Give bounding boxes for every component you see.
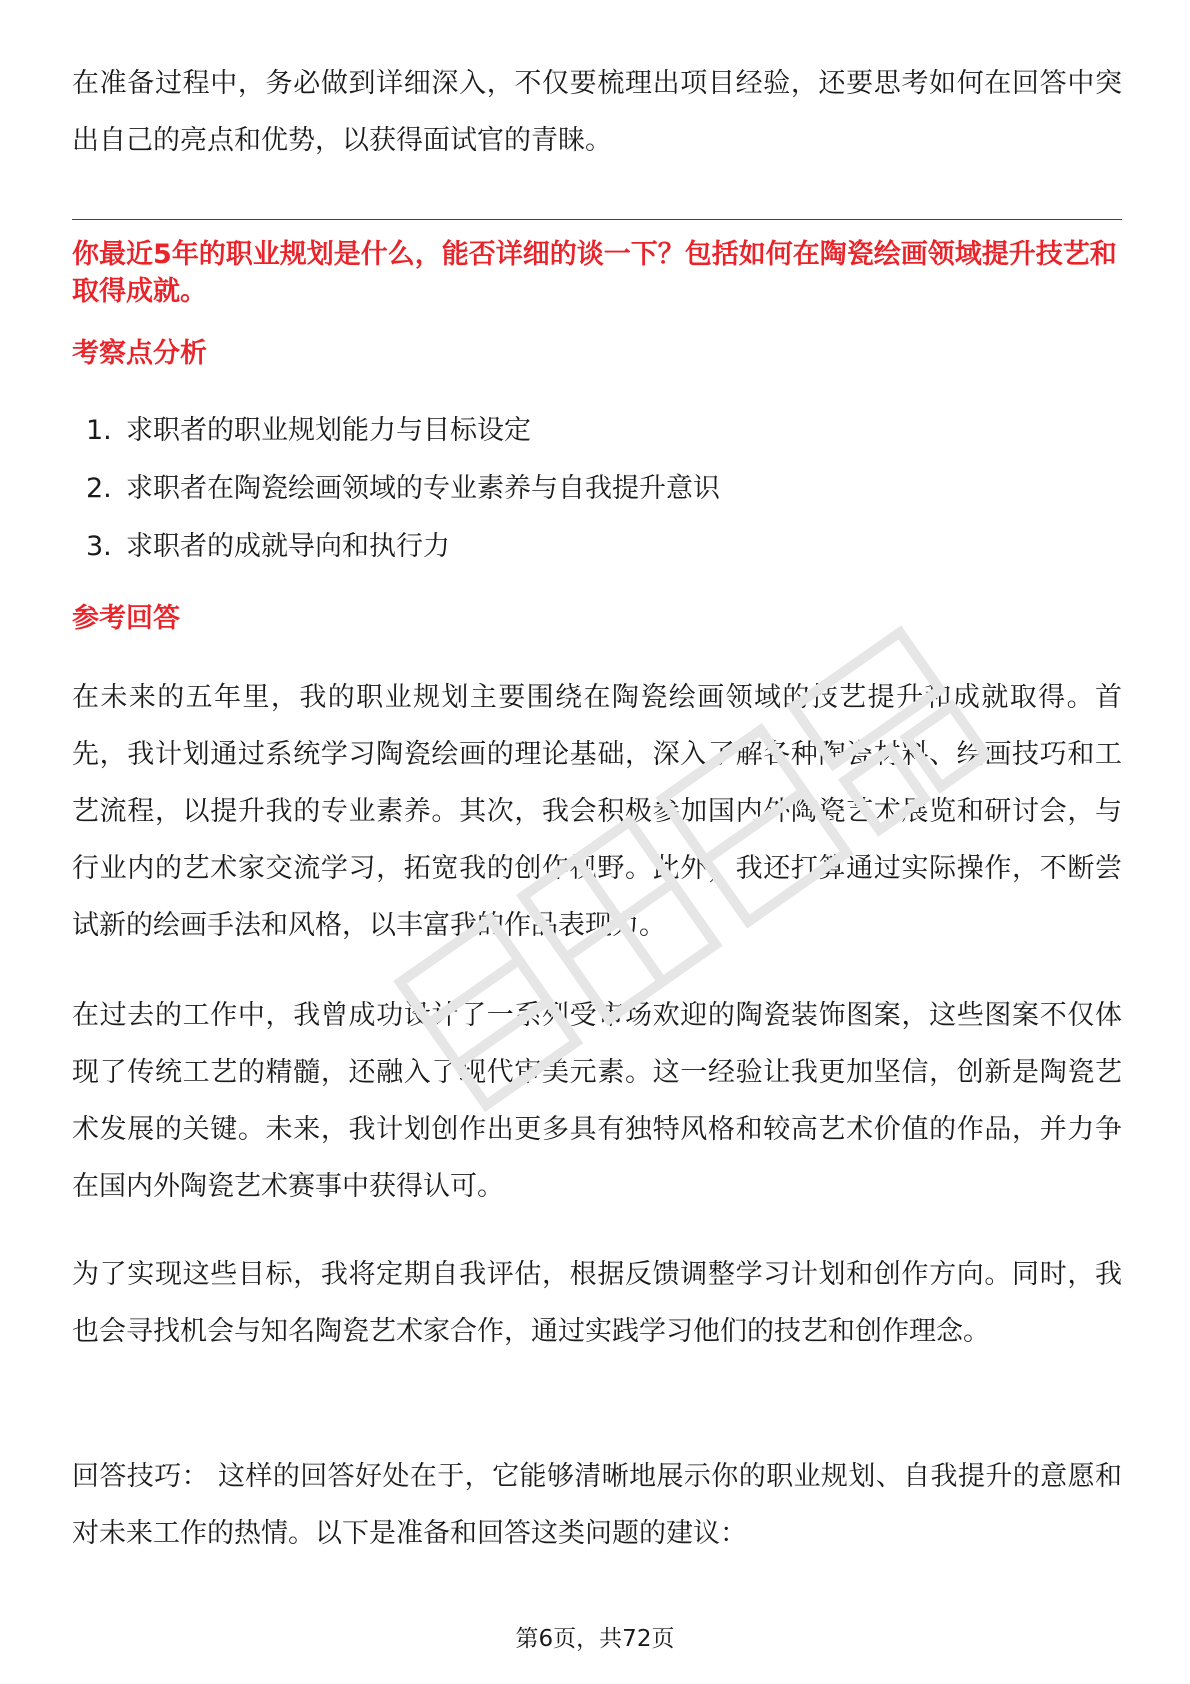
list-item	[72, 460, 1122, 518]
list-item-text: 求职者在陶瓷绘画领域的专业素养与自我提升意识	[126, 473, 720, 504]
list-item-number: 1.	[86, 415, 112, 446]
document-page	[72, 0, 1122, 1684]
list-item-text: 求职者的职业规划能力与目标设定	[126, 415, 531, 446]
answer-paragraph: 为了实现这些目标，我将定期自我评估，根据反馈调整学习计划和创作方向。同时，我也会寻找机会与知名陶瓷艺术家合作，通过实践学习他们的技艺和创作理念。	[72, 1259, 1122, 1347]
answer-paragraph: 在未来的五年里，我的职业规划主要围绕在陶瓷绘画领域的技艺提升和成就取得。首先，我计划通过系统学习陶瓷绘画的理论基础，深入了解各种陶瓷材料、绘画技巧和工艺流程，以提升我的专业素养。其次，我会积极参加国内外陶瓷艺术展览和研讨会，与行业内的艺术家交流学习，拓宽我的创作视野。此外，我还打算通过实际操作，不断尝试新的绘画手法和风格，以丰富我的作品表现力。	[72, 682, 1122, 941]
list-item	[72, 518, 1122, 576]
answer-paragraph: 在过去的工作中，我曾成功设计了一系列受市场欢迎的陶瓷装饰图案，这些图案不仅体现了传统工艺的精髓，还融入了现代审美元素。这一经验让我更加坚信，创新是陶瓷艺术发展的关键。未来，我计划创作出更多具有独特风格和较高艺术价值的作品，并力争在国内外陶瓷艺术赛事中获得认可。	[72, 1000, 1122, 1202]
list-item	[72, 402, 1122, 460]
list-item-number: 3.	[86, 531, 112, 562]
reference-answer-title: 参考回答	[72, 603, 180, 634]
list-item-number: 2.	[86, 473, 112, 504]
answer-tips-paragraph: 回答技巧： 这样的回答好处在于，它能够清晰地展示你的职业规划、自我提升的意愿和对未来工作的热情。以下是准备和回答这类问题的建议：	[72, 1461, 1122, 1549]
list-item-text: 求职者的成就导向和执行力	[126, 531, 450, 562]
section-divider	[72, 219, 1122, 220]
question-heading: 你最近5年的职业规划是什么，能否详细的谈一下？包括如何在陶瓷绘画领域提升技艺和取得成就。	[72, 239, 1117, 307]
analysis-points-list	[72, 402, 1122, 576]
page-number-footer: 第6页，共72页	[515, 1626, 675, 1652]
analysis-title: 考察点分析	[72, 338, 207, 369]
intro-paragraph: 在准备过程中，务必做到详细深入，不仅要梳理出项目经验，还要思考如何在回答中突出自己的亮点和优势，以获得面试官的青睐。	[72, 68, 1122, 156]
